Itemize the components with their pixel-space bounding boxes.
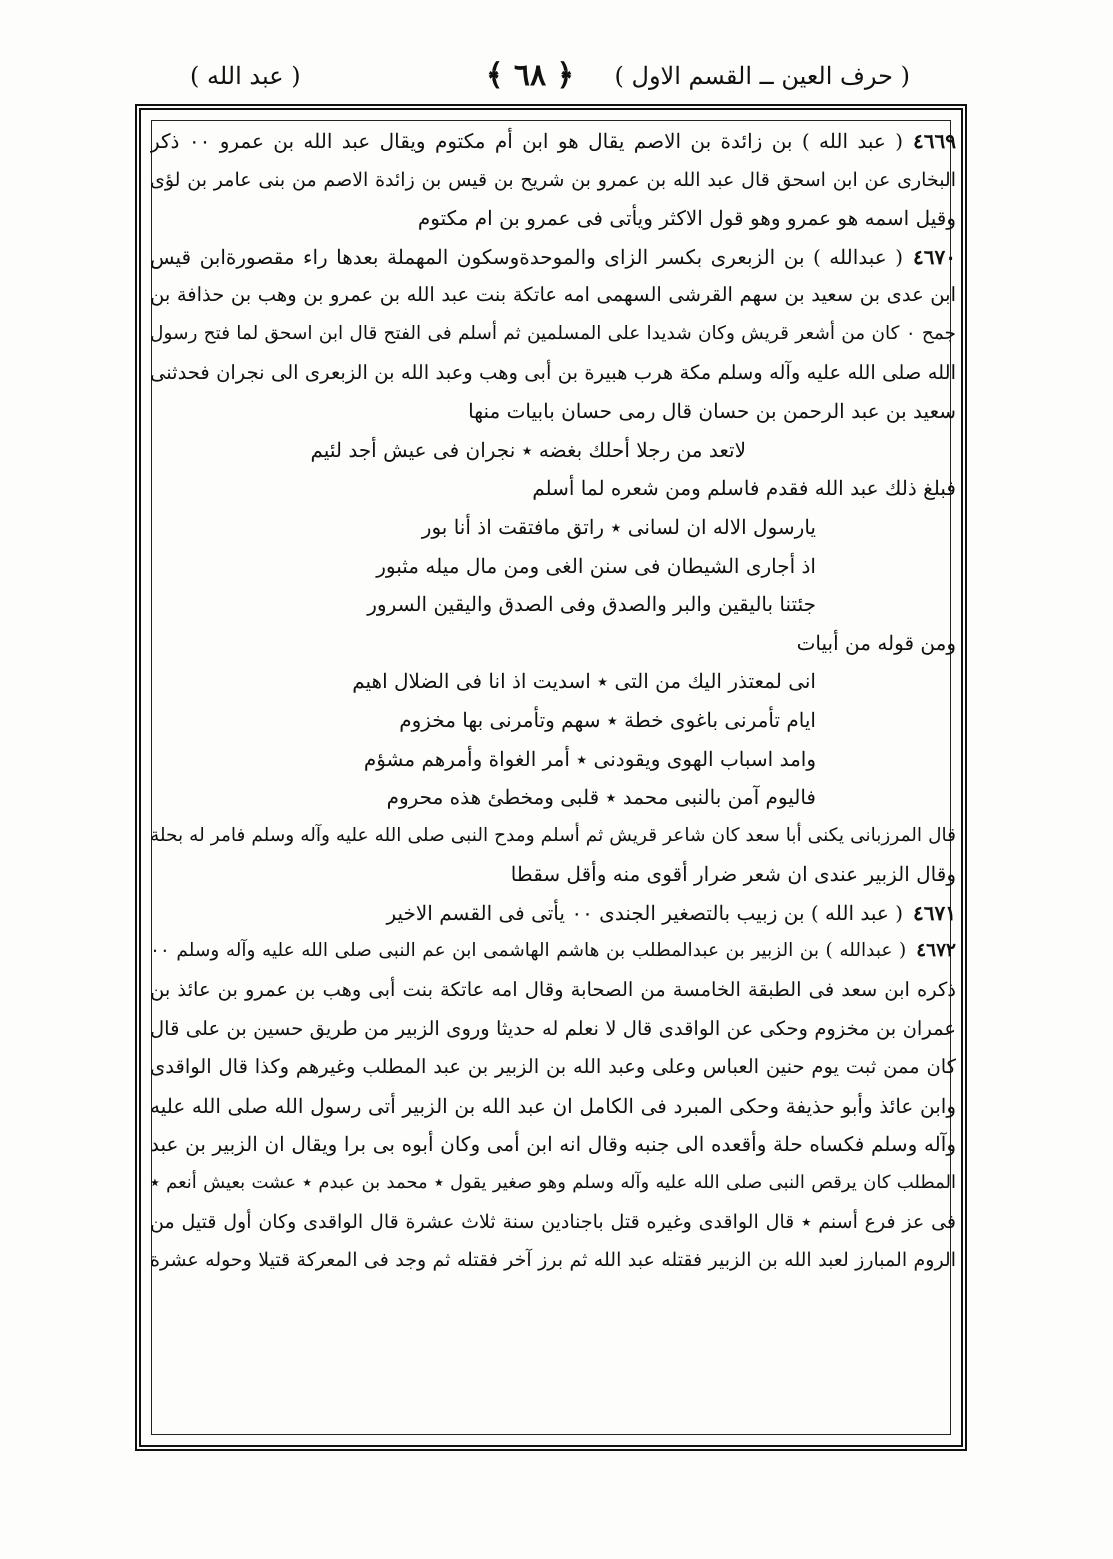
line-text: قال المرزبانى يكنى أبا سعد كان شاعر قريش ثم أسلم ومدح النبى صلى الله عليه وآله وسلم فامر له بحلة [150,824,956,846]
line-text: الروم المبارز لعبد الله بن الزبير فقتله عبد الله ثم برز آخر فقتله ثم وجد فى المعركة قتيلا وحوله عشرة [150,1249,956,1272]
text-line [150,354,956,393]
poem-verse: اذ أجارى الشيطان فى سنن الغى ومن مال ميله مثبور [376,553,816,578]
line-text: كان ممن ثبت يوم حنين العباس وعلى وعبد الله بن الزبير بن عبد المطلب وغيرهم وكذا قال الواقدى [150,1055,956,1079]
line-text: وآله وسلم فكساه حلة وأقعده الى جنبه وقال انه ابن أمى وكان أبوه بى برا ويقال ان الزبير بن عبد [150,1132,956,1157]
entry-first-line [150,122,956,161]
text-line [150,817,956,856]
line-text: جمح ٠ كان من أشعر قريش وكان شديدا على المسلمين ثم أسلم فى الفتح قال ابن اسحق لما فتح رسول [150,322,956,344]
line-text: عمران بن مخزوم وحكى عن الواقدى قال لا نعلم له حديثا وروى الزبير من طريق حسين بن على قال [150,1016,956,1040]
line-text: ذكره ابن سعد فى الطبقة الخامسة من الصحابة وقال امه عاتكة بنت أبى وهب بن عمرو بن عائذ بن [150,978,956,1002]
text-line [150,624,956,663]
page-body [150,122,956,1280]
line-text: وقال الزبير عندى ان شعر ضرار أقوى منه وأقل سقطا [510,862,956,887]
line-text: ( عبدالله ) بن الزبعرى بكسر الزاى والموحدةوسكون المهملة بعدها راء مقصورةابن قيس [150,244,904,269]
poem-verse: انى لمعتذر اليك من التى ٭ اسديت اذ انا فى الضلال اهيم [352,669,816,694]
text-line [150,199,956,238]
line-text: الله صلى الله عليه وآله وسلم مكة هرب هبيرة بن أبى وهب وعبد الله بن الزبعرى الى نجران فحدثنى [150,360,956,384]
poem-verse: جئتنا باليقين والبر والصدق وفى الصدق واليقين السرور [367,592,816,617]
poem-verse: ايام تأمرنى باغوى خطة ٭ سهم وتأمرنى بها مخزوم [399,707,816,732]
text-line [150,1087,956,1126]
text-line [150,469,956,508]
entry-number: ٤٦٧٠ [913,244,956,269]
line-text: البخارى عن ابن اسحق قال عبد الله بن عمرو بن شريح بن قيس بن زائدة الاصم من بنى عامر بن لؤى [150,168,956,191]
entry-first-line [150,932,956,971]
line-text: المطلب كان يرقص النبى صلى الله عليه وآله وسلم وهو صغير يقول ٭ محمد بن عبدم ٭ عشت بعيش أنعم ٭ [150,1172,956,1194]
line-text: ابن عدى بن سعيد بن سهم القرشى السهمى امه عاتكة بنت عبد الله بن عمرو بن وهب بن حذافة بن [150,283,956,307]
line-text: ( عبد الله ) بن زائدة بن الاصم يقال هو ابن أم مكتوم ويقال عبد الله بن عمرو ٠٠ ذكر [150,129,904,153]
page-number: ﴿ ٦٨ ﴾ [485,58,575,93]
line-text: ( عبدالله ) بن الزبير بن عبدالمطلب بن هاشم الهاشمى ابن عم النبى صلى الله عليه وآله وسلم ٠٠ [150,940,907,962]
text-line [150,392,956,431]
text-line [150,1203,956,1242]
line-text: فى عز فرع أسنم ٭ قال الواقدى وغيره قتل باجنادين سنة ثلاث عشرة قال الواقدى وكان أول قتيل من [150,1210,956,1233]
header-entry-name: ( عبد الله ) [190,62,301,90]
entry-first-line [150,238,956,277]
text-line [150,1048,956,1087]
text-line [150,276,956,315]
text-line [150,1125,956,1164]
text-line [150,971,956,1010]
poem-verse: وامد اسباب الهوى ويقودنى ٭ أمر الغواة وأمرهم مشؤم [363,746,816,771]
line-text: ( عبد الله ) بن زبيب بالتصغير الجندى ٠٠ يأتى فى القسم الاخير [386,900,904,925]
text-line [150,1241,956,1280]
text-line [150,855,956,894]
poem-verse: يارسول الاله ان لسانى ٭ راتق مافتقت اذ أنا بور [421,514,816,539]
line-text: فبلغ ذلك عبد الله فقدم فاسلم ومن شعره لما أسلم [532,476,956,501]
text-line [150,315,956,354]
poem-verse: فاليوم آمن بالنبى محمد ٭ قلبى ومخطئ هذه محروم [386,785,816,810]
entry-number: ٤٦٧٢ [916,940,956,962]
line-text: وابن عائذ وأبو حذيفة وحكى المبرد فى الكامل ان عبد الله بن الزبير أتى رسول الله صلى الله عليه [150,1093,956,1118]
entry-number: ٤٦٧١ [913,900,956,925]
text-line [150,1010,956,1049]
header-chapter-title: ( حرف العين ــ القسم الاول ) [614,62,910,90]
text-line [150,1164,956,1203]
page-header [150,58,910,98]
entry-number: ٤٦٦٩ [913,129,956,153]
entry-first-line [150,894,956,933]
line-text: وقيل اسمه هو عمرو وهو قول الاكثر ويأتى فى عمرو بن ام مكتوم [417,206,956,231]
line-text: ومن قوله من أبيات [796,630,956,655]
text-line [150,161,956,200]
poem-verse: لاتعد من رجلا أحلك بغضه ٭ نجران فى عيش أجد لئيم [310,437,746,462]
line-text: سعيد بن عبد الرحمن بن حسان قال رمى حسان بابيات منها [468,399,956,424]
